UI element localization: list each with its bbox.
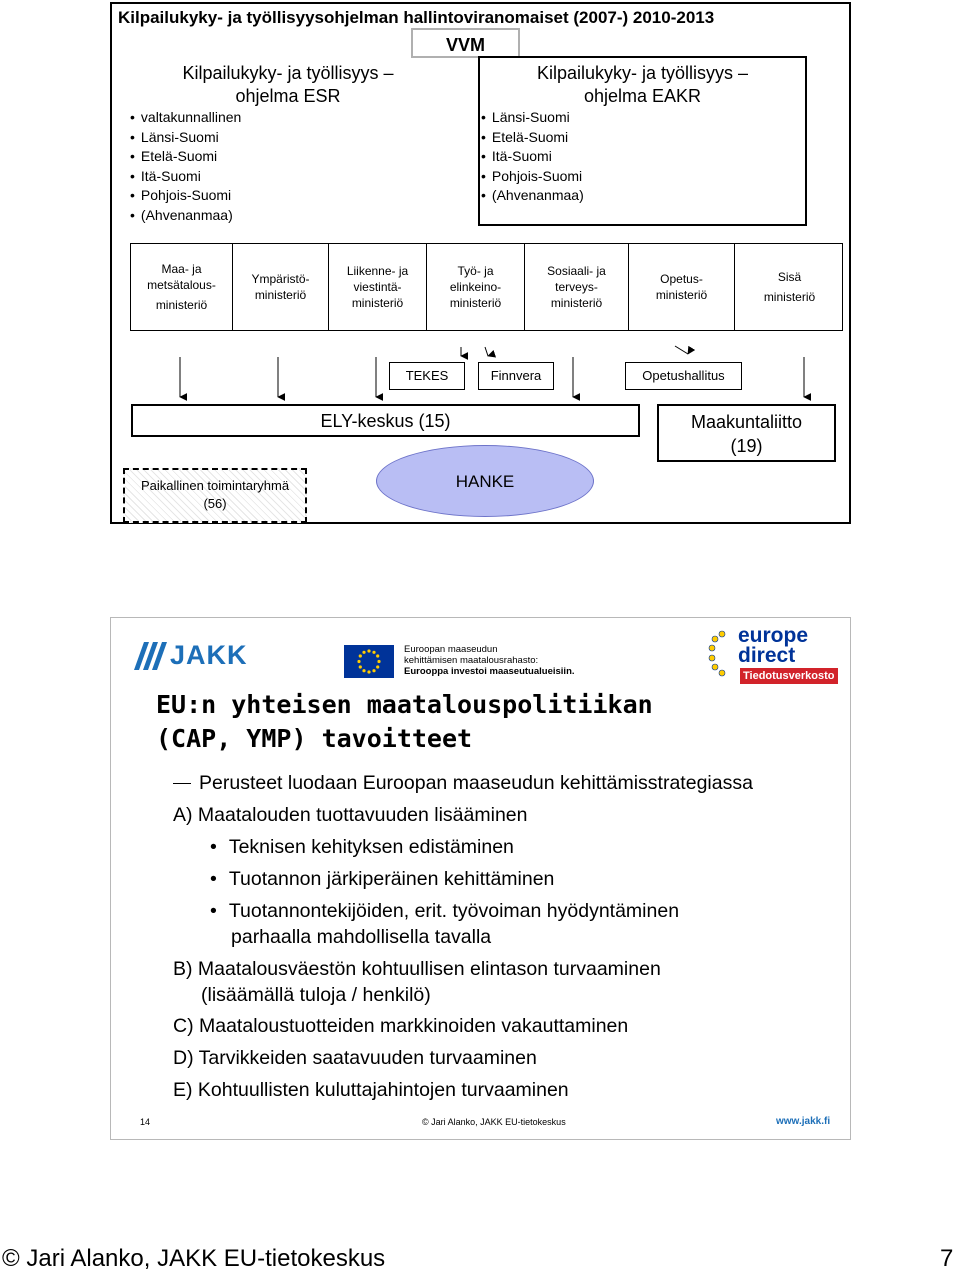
ministry-line: Sosiaali- ja (547, 264, 606, 278)
local-action-group-box (123, 468, 307, 523)
agency-finnvera: Finnvera (478, 362, 554, 390)
arrow (485, 347, 488, 356)
ministry-line: ministeriö (351, 296, 404, 310)
ministry-line: Opetus- (660, 272, 703, 286)
ely-keskus-box: ELY-keskus (15) (131, 404, 640, 437)
goal-a-bullet: • Teknisen kehityksen edistäminen (210, 836, 514, 858)
arrow (675, 346, 688, 354)
eakr-title-line1: Kilpailukyky- ja työllisyys – (536, 63, 749, 83)
jakk-logo-text: JAKK (170, 640, 248, 670)
goal-a: A) Maatalouden tuottavuuden lisääminen (173, 804, 528, 826)
eu-fund-line3: Eurooppa investoi maaseutualueisiin. (404, 666, 575, 677)
cap-intro: Perusteet luodaan Euroopan maaseudun kehittämisstrategiassa (199, 772, 753, 794)
goal-a-bullet-text: Tuotannon järkiperäinen kehittäminen (228, 868, 555, 890)
goal-e: E) Kohtuullisten kuluttajahintojen turvaaminen (173, 1079, 569, 1101)
cap-title-line1: EU:n yhteisen maatalouspolitiikan (156, 690, 653, 719)
eakr-region: • Länsi-Suomi (481, 108, 584, 128)
jakk-stripes-icon (134, 642, 172, 670)
eu-fund-line1: Euroopan maaseudun (404, 644, 498, 655)
cap-title-line2: (CAP, YMP) tavoitteet (156, 724, 473, 753)
ministry-line: ministeriö (254, 288, 307, 302)
ministry-line: ministeriö (550, 296, 603, 310)
hanke-ellipse: HANKE (376, 445, 594, 517)
maakuntaliitto-box (657, 404, 836, 462)
goal-d: D) Tarvikkeiden saatavuuden turvaaminen (173, 1047, 537, 1069)
ministry-line: Ympäristö- (251, 272, 310, 286)
esr-title-line2: ohjelma ESR (235, 86, 341, 106)
ministry-line: viestintä- (353, 280, 402, 294)
goal-a-bullet-cont: parhaalla mahdollisella tavalla (231, 926, 492, 948)
org-arrows (0, 0, 960, 620)
goal-c: C) Maataloustuotteiden markkinoiden vakauttaminen (173, 1015, 629, 1037)
europe-direct-line1: europe (738, 624, 809, 647)
eakr-region: • Itä-Suomi (481, 147, 584, 167)
lag-line2: (56) (203, 496, 227, 511)
ministry-line: Maa- ja (161, 262, 202, 276)
esr-region: • Pohjois-Suomi (130, 186, 241, 206)
slide-page-number: 14 (140, 1117, 151, 1127)
vvm-box: VVM (411, 28, 520, 58)
ministry-line: ministeriö (655, 288, 708, 302)
eakr-region: • Etelä-Suomi (481, 128, 584, 148)
esr-region: • Itä-Suomi (130, 167, 241, 187)
europe-direct-line3: Tiedotusverkosto (740, 668, 838, 684)
europe-direct-logo (708, 624, 848, 690)
ministry-line: ministeriö (449, 296, 502, 310)
eu-flag-icon (344, 645, 394, 678)
esr-region: • (Ahvenanmaa) (130, 206, 241, 226)
goal-b-cont: (lisäämällä tuloja / henkilö) (201, 984, 431, 1006)
maakuntaliitto-line2: (19) (730, 436, 763, 456)
jakk-logo (134, 642, 264, 672)
maakuntaliitto-line1: Maakuntaliitto (690, 412, 803, 432)
goal-a-bullet-text: Teknisen kehityksen edistäminen (228, 836, 514, 858)
ministry-line: elinkeino- (449, 280, 502, 294)
ministry-line: Työ- ja (457, 264, 494, 278)
dash-marker (173, 783, 191, 784)
eakr-region: • (Ahvenanmaa) (481, 186, 584, 206)
goal-b: B) Maatalousväestön kohtuullisen elintason turvaaminen (173, 958, 661, 980)
goal-a-bullet-text: Tuotannontekijöiden, erit. työvoiman hyödyntäminen (228, 900, 680, 922)
ministry-line: metsätalous- (147, 278, 216, 292)
slide-footer-copyright: © Jari Alanko, JAKK EU-tietokeskus (422, 1117, 566, 1127)
cap-title (156, 688, 653, 756)
europe-direct-line2: direct (738, 644, 796, 667)
eu-fund-text (404, 644, 575, 677)
esr-region: • Etelä-Suomi (130, 147, 241, 167)
goal-a-bullet: • Tuotannon järkiperäinen kehittäminen (210, 868, 555, 890)
esr-title-line1: Kilpailukyky- ja työllisyys – (182, 63, 394, 83)
page-number: 7 (940, 1245, 954, 1272)
ministry-line: ministeriö (763, 290, 816, 304)
eakr-title-line2: ohjelma EAKR (583, 86, 702, 106)
goal-a-bullet: • Tuotannontekijöiden, erit. työvoiman hyödyntäminen (210, 900, 680, 922)
ministry-line: Sisä (777, 270, 802, 284)
agency-opetushallitus: Opetushallitus (625, 362, 742, 390)
ministry-line: terveys- (555, 280, 598, 294)
lag-line1: Paikallinen toimintaryhmä (140, 478, 290, 493)
agency-tekes: TEKES (389, 362, 465, 390)
ministry-line: ministeriö (155, 298, 208, 312)
eu-fund-line2: kehittämisen maatalousrahasto: (404, 655, 539, 666)
cap-intro-item (173, 770, 753, 796)
esr-region: • Länsi-Suomi (130, 128, 241, 148)
eakr-region: • Pohjois-Suomi (481, 167, 584, 187)
ministry-line: Liikenne- ja (346, 264, 409, 278)
slide-footer-url: www.jakk.fi (776, 1116, 831, 1127)
page-footer-copyright: © Jari Alanko, JAKK EU-tietokeskus (2, 1245, 386, 1272)
org-chart-title: Kilpailukyky- ja työllisyysohjelman hallintoviranomaiset (2007-) 2010-2013 (118, 8, 715, 27)
esr-region: • valtakunnallinen (130, 108, 241, 128)
